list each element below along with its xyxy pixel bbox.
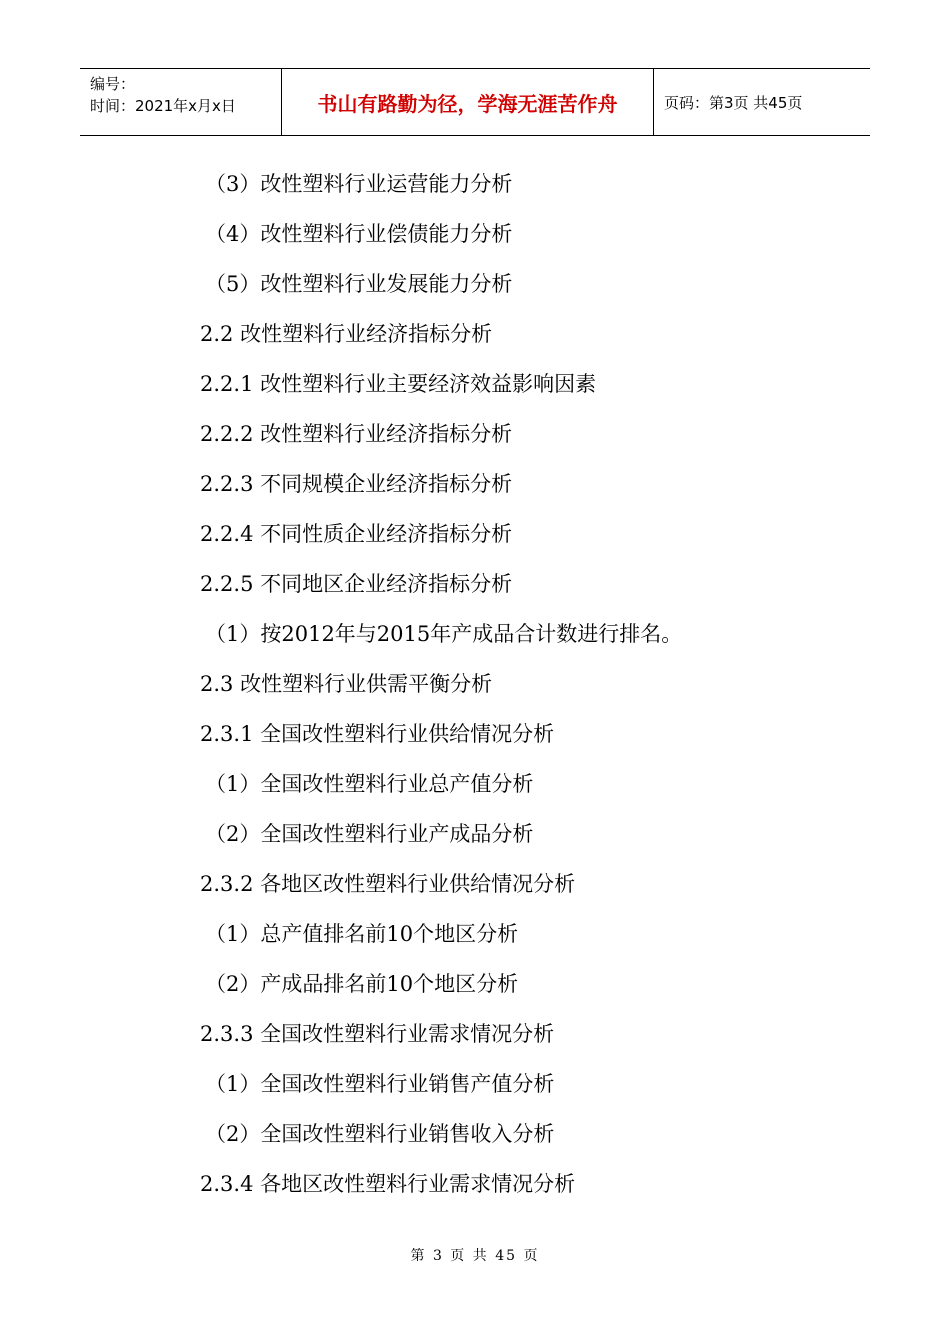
toc-item: （2）全国改性塑料行业销售收入分析 [205, 1122, 555, 1146]
header-motto: 书山有路勤为径，学海无涯苦作舟 [282, 69, 654, 135]
toc-item: 2.3.4 各地区改性塑料行业需求情况分析 [200, 1172, 576, 1196]
toc-item: （2）产成品排名前10个地区分析 [205, 972, 519, 996]
toc-item: 2.2.4 不同性质企业经济指标分析 [200, 522, 513, 546]
toc-item: （1）全国改性塑料行业总产值分析 [205, 772, 534, 796]
toc-item: 2.3.1 全国改性塑料行业供给情况分析 [200, 722, 555, 746]
toc-item: （3）改性塑料行业运营能力分析 [205, 172, 513, 196]
toc-item: （1）总产值排名前10个地区分析 [205, 922, 519, 946]
toc-item: 2.2.1 改性塑料行业主要经济效益影响因素 [200, 372, 597, 396]
header-meta [80, 69, 282, 135]
toc-item: 2.3.3 全国改性塑料行业需求情况分析 [200, 1022, 555, 1046]
header-page-info: 页码：第3页 共45页 [664, 93, 803, 112]
toc-item: 2.2 改性塑料行业经济指标分析 [200, 322, 493, 346]
toc-item: 2.2.3 不同规模企业经济指标分析 [200, 472, 513, 496]
toc-item: （5）改性塑料行业发展能力分析 [205, 272, 513, 296]
page-footer: 第 3 页 共 45 页 [410, 1248, 540, 1264]
number-label: 编号： [90, 75, 136, 93]
toc-item: 2.3 改性塑料行业供需平衡分析 [200, 672, 493, 696]
toc-item: 2.2.5 不同地区企业经济指标分析 [200, 572, 513, 596]
toc-item: （1）全国改性塑料行业销售产值分析 [205, 1072, 555, 1096]
toc-item: （2）全国改性塑料行业产成品分析 [205, 822, 534, 846]
toc-item: 2.3.2 各地区改性塑料行业供给情况分析 [200, 872, 576, 896]
toc-item: （1）按2012年与2015年产成品合计数进行排名。 [205, 622, 683, 646]
date-label: 时间：2021年x月x日 [90, 97, 236, 115]
toc-item: （4）改性塑料行业偿债能力分析 [205, 222, 513, 246]
toc-item: 2.2.2 改性塑料行业经济指标分析 [200, 422, 513, 446]
page-header [80, 68, 870, 136]
